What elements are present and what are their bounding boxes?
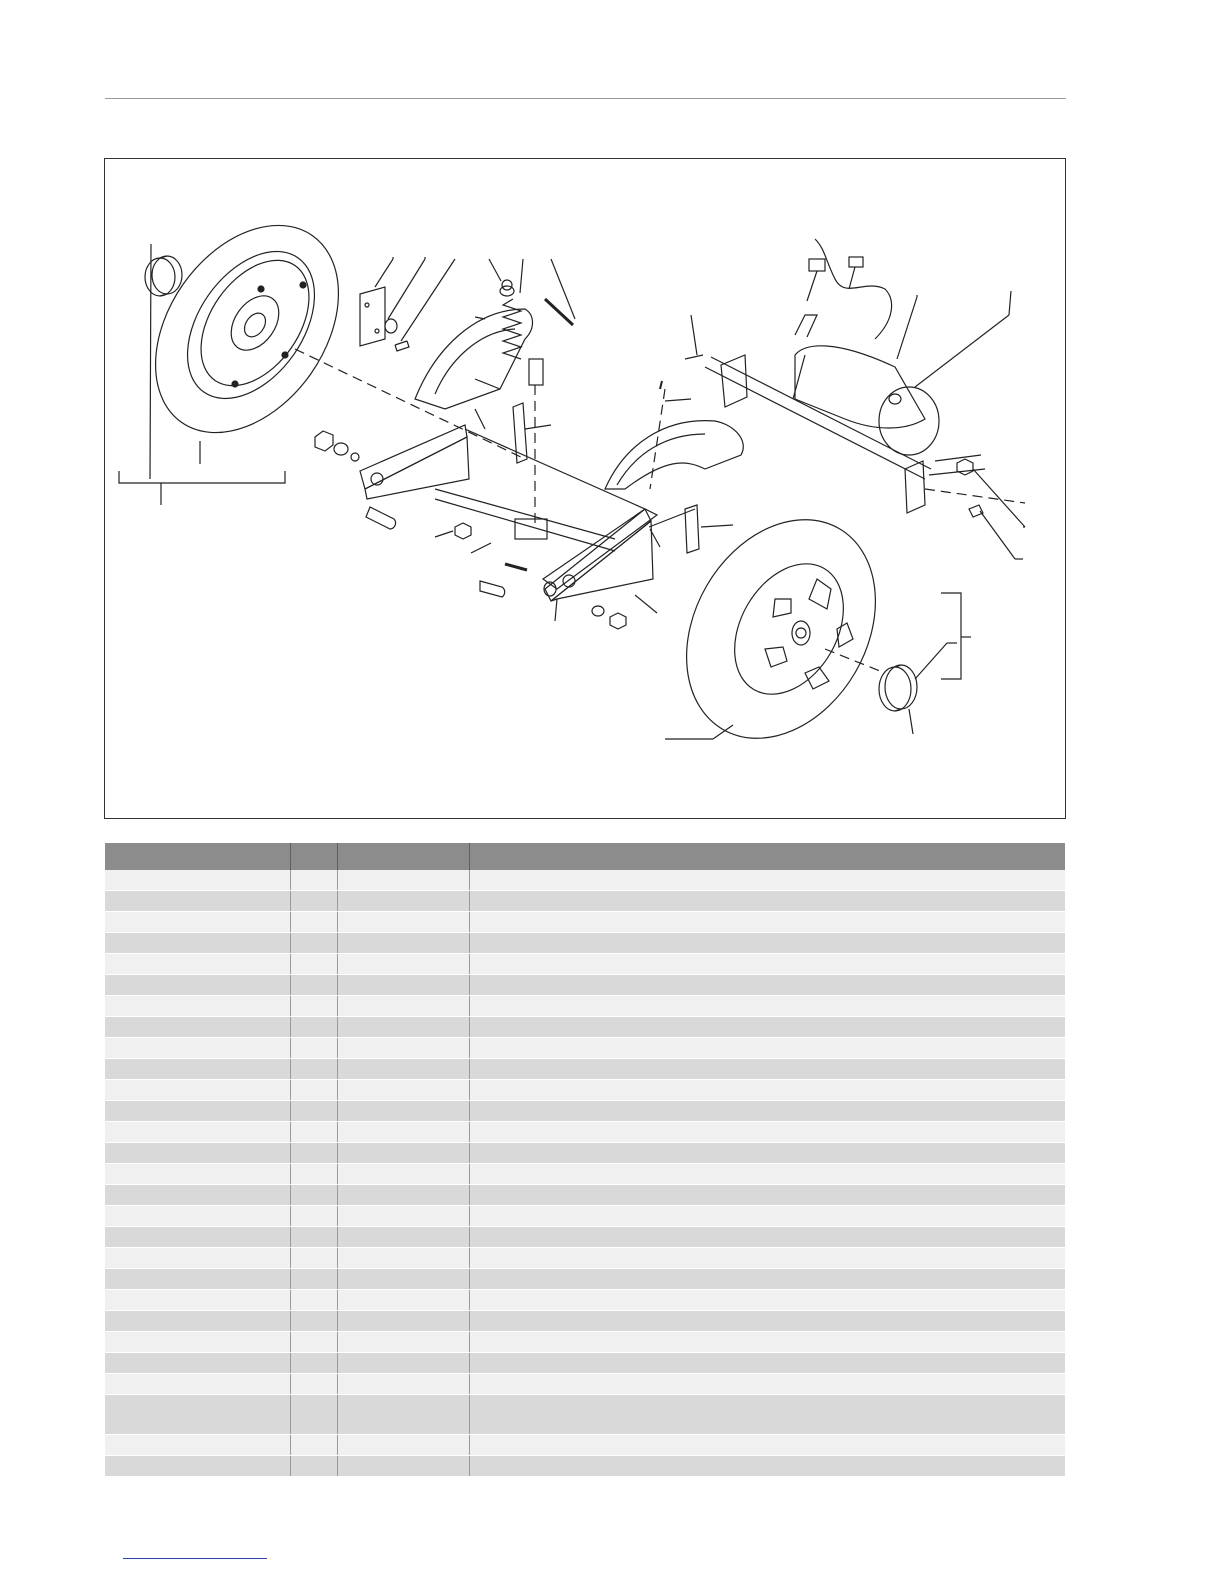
table-cell <box>337 1332 469 1353</box>
table-cell <box>469 1143 1065 1164</box>
table-cell <box>337 933 469 954</box>
table-cell <box>290 1395 337 1435</box>
table-row <box>105 975 1065 996</box>
table-cell <box>290 1164 337 1185</box>
table-cell <box>337 1122 469 1143</box>
table-row <box>105 1374 1065 1395</box>
table-row <box>105 1164 1065 1185</box>
table-cell <box>337 1080 469 1101</box>
table-cell <box>469 1353 1065 1374</box>
table-cell <box>290 891 337 912</box>
table-cell <box>105 1017 290 1038</box>
hardware-right <box>925 455 1025 559</box>
table-cell <box>337 1456 469 1477</box>
header-rule <box>105 98 1066 99</box>
table-cell <box>469 891 1065 912</box>
table-cell <box>105 1206 290 1227</box>
table-cell <box>469 975 1065 996</box>
table-cell <box>337 1059 469 1080</box>
table-cell <box>105 912 290 933</box>
table-cell <box>290 1456 337 1477</box>
table-cell <box>105 1395 290 1435</box>
table-cell <box>105 1248 290 1269</box>
table-cell <box>290 1143 337 1164</box>
table-row <box>105 1017 1065 1038</box>
table-cell <box>290 1269 337 1290</box>
table-cell <box>105 1353 290 1374</box>
table-cell <box>469 1017 1065 1038</box>
table-row <box>105 1059 1065 1080</box>
table-cell <box>469 1059 1065 1080</box>
wiring-harness <box>807 239 892 339</box>
table-row <box>105 954 1065 975</box>
column-header-qty <box>290 843 337 870</box>
table-cell <box>469 1269 1065 1290</box>
table-row <box>105 1101 1065 1122</box>
table-cell <box>290 954 337 975</box>
table-cell <box>105 1435 290 1456</box>
table-header-row <box>105 843 1065 870</box>
table-row <box>105 1290 1065 1311</box>
table-cell <box>105 954 290 975</box>
table-cell <box>105 1080 290 1101</box>
table-cell <box>105 1227 290 1248</box>
table-cell <box>290 1353 337 1374</box>
table-cell <box>469 996 1065 1017</box>
table-cell <box>105 1185 290 1206</box>
callout-leaders-motor <box>691 291 1011 387</box>
table-cell <box>105 1311 290 1332</box>
table-cell <box>337 1311 469 1332</box>
table-cell <box>105 1332 290 1353</box>
table-cell <box>290 870 337 891</box>
column-header-part-number <box>105 843 290 870</box>
table-cell <box>337 1101 469 1122</box>
table-cell <box>337 1290 469 1311</box>
table-cell <box>469 933 1065 954</box>
table-cell <box>469 1080 1065 1101</box>
table-cell <box>469 1311 1065 1332</box>
table-cell <box>105 870 290 891</box>
table-cell <box>290 996 337 1017</box>
table-cell <box>337 1353 469 1374</box>
table-cell <box>290 1017 337 1038</box>
table-cell <box>469 1164 1065 1185</box>
table-row <box>105 1269 1065 1290</box>
table-cell <box>105 1101 290 1122</box>
table-cell <box>469 1456 1065 1477</box>
table-cell <box>290 1122 337 1143</box>
table-row <box>105 996 1065 1017</box>
table-row <box>105 1353 1065 1374</box>
table-cell <box>290 1248 337 1269</box>
assembly-bracket-left <box>119 244 285 505</box>
table-cell <box>337 912 469 933</box>
table-cell <box>337 1374 469 1395</box>
table-cell <box>105 975 290 996</box>
exploded-view-drawing <box>105 159 1065 818</box>
table-cell <box>469 1435 1065 1456</box>
fender-left <box>415 309 533 409</box>
table-cell <box>105 1269 290 1290</box>
table-cell <box>105 1290 290 1311</box>
table-cell <box>105 996 290 1017</box>
table-cell <box>290 975 337 996</box>
table-row <box>105 1395 1065 1435</box>
drive-wheel-left <box>118 191 377 467</box>
table-cell <box>469 870 1065 891</box>
table-cell <box>105 933 290 954</box>
column-header-ref <box>337 843 469 870</box>
table-row <box>105 1227 1065 1248</box>
table-cell <box>337 1038 469 1059</box>
table-row <box>105 1122 1065 1143</box>
table-cell <box>290 1185 337 1206</box>
table-cell <box>290 933 337 954</box>
table-cell <box>337 1395 469 1435</box>
wheel-cover-right <box>879 593 971 734</box>
table-cell <box>105 1143 290 1164</box>
table-cell <box>290 1206 337 1227</box>
shock-bracket <box>513 403 551 463</box>
table-cell <box>337 954 469 975</box>
table-cell <box>469 1122 1065 1143</box>
table-cell <box>290 1227 337 1248</box>
table-cell <box>290 1101 337 1122</box>
table-cell <box>469 1038 1065 1059</box>
table-row <box>105 1080 1065 1101</box>
table-cell <box>469 1248 1065 1269</box>
table-cell <box>337 1143 469 1164</box>
table-cell <box>337 891 469 912</box>
table-cell <box>337 870 469 891</box>
rear-wheel-right <box>649 486 914 773</box>
table-row <box>105 1311 1065 1332</box>
table-cell <box>337 1435 469 1456</box>
table-cell <box>469 1332 1065 1353</box>
table-row <box>105 1038 1065 1059</box>
table-cell <box>337 1164 469 1185</box>
table-cell <box>290 1038 337 1059</box>
table-cell <box>337 1017 469 1038</box>
table-cell <box>337 1185 469 1206</box>
table-row <box>105 1248 1065 1269</box>
table-cell <box>105 891 290 912</box>
table-row <box>105 1185 1065 1206</box>
table-cell <box>337 1248 469 1269</box>
table-cell <box>290 1290 337 1311</box>
table-row <box>105 912 1065 933</box>
table-cell <box>105 1122 290 1143</box>
table-cell <box>105 1038 290 1059</box>
table-row <box>105 1332 1065 1353</box>
table-cell <box>290 1080 337 1101</box>
footer-link-underline[interactable] <box>123 1558 267 1559</box>
table-cell <box>290 1435 337 1456</box>
table-cell <box>290 1374 337 1395</box>
exploded-parts-diagram <box>104 158 1066 819</box>
table-cell <box>105 1374 290 1395</box>
table-row <box>105 1456 1065 1477</box>
fender-right <box>605 381 743 489</box>
axle <box>685 355 931 513</box>
table-cell <box>469 954 1065 975</box>
table-cell <box>337 1206 469 1227</box>
hardware-left <box>315 431 657 629</box>
table-cell <box>105 1059 290 1080</box>
table-cell <box>290 1059 337 1080</box>
table-row <box>105 933 1065 954</box>
table-cell <box>105 1164 290 1185</box>
frame <box>360 409 660 601</box>
table-cell <box>469 1374 1065 1395</box>
parts-table-body <box>105 870 1065 1477</box>
table-row <box>105 870 1065 891</box>
table-cell <box>469 1290 1065 1311</box>
table-row <box>105 1206 1065 1227</box>
table-cell <box>469 1101 1065 1122</box>
table-cell <box>105 1456 290 1477</box>
table-row <box>105 891 1065 912</box>
column-header-description <box>469 843 1065 870</box>
shock-absorber <box>500 280 573 529</box>
mounting-plate-right <box>649 505 733 553</box>
table-cell <box>290 1332 337 1353</box>
table-cell <box>337 975 469 996</box>
table-cell <box>469 912 1065 933</box>
table-row <box>105 1143 1065 1164</box>
parts-list-table <box>105 843 1065 1477</box>
table-cell <box>469 1227 1065 1248</box>
table-cell <box>290 1311 337 1332</box>
table-cell <box>337 1227 469 1248</box>
table-cell <box>337 996 469 1017</box>
table-cell <box>469 1395 1065 1435</box>
table-cell <box>469 1206 1065 1227</box>
table-row <box>105 1435 1065 1456</box>
table-cell <box>337 1269 469 1290</box>
table-cell <box>469 1185 1065 1206</box>
table-cell <box>290 912 337 933</box>
